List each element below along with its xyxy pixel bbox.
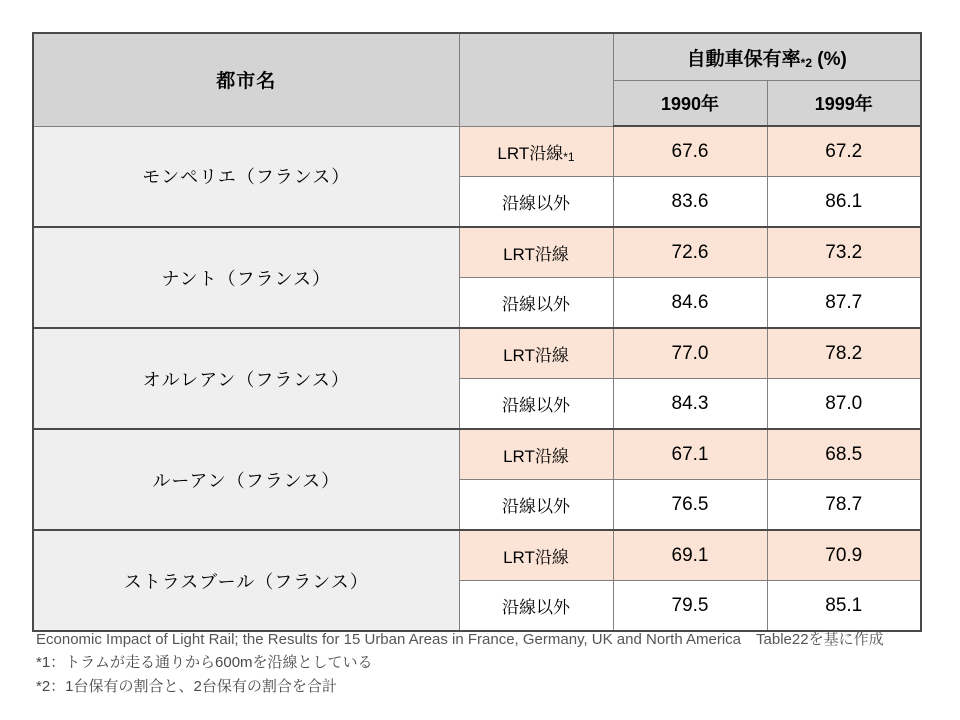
value-1999: 87.0 (767, 379, 921, 430)
city-name: オルレアン（フランス） (33, 328, 459, 429)
header-year-1999: 1999年 (767, 81, 921, 127)
footnote-1: *1：トラムが走る通りから600mを沿線としている (36, 654, 373, 672)
value-1999: 85.1 (767, 581, 921, 632)
value-1999: 70.9 (767, 530, 921, 581)
table-row (33, 126, 921, 177)
table-row (33, 429, 921, 480)
footnote-2: *2：1台保有の割合と、2台保有の割合を合計 (36, 677, 337, 695)
line-label: 沿線以外 (459, 177, 613, 228)
value-1999: 68.5 (767, 429, 921, 480)
value-1999: 87.7 (767, 278, 921, 329)
value-1990: 79.5 (613, 581, 767, 632)
line-label: LRT沿線 (459, 429, 613, 480)
value-1990: 67.1 (613, 429, 767, 480)
car-ownership-table (32, 32, 922, 632)
table-row (33, 530, 921, 581)
value-1999: 86.1 (767, 177, 921, 228)
footnotes (36, 628, 936, 698)
value-1990: 84.3 (613, 379, 767, 430)
value-1999: 78.7 (767, 480, 921, 531)
line-label (459, 126, 613, 177)
line-label: LRT沿線 (459, 530, 613, 581)
line-label: 沿線以外 (459, 581, 613, 632)
header-rate-text: 自動車保有率 (686, 48, 801, 70)
source-note: Economic Impact of Light Rail; the Results for 15 Urban Areas in France, Germany, UK and North America Table22を基に作成 (36, 631, 884, 648)
value-1990: 77.0 (613, 328, 767, 379)
value-1990: 84.6 (613, 278, 767, 329)
header-rate-footnote-marker: *2 (800, 55, 813, 70)
table-row (33, 328, 921, 379)
line-label: 沿線以外 (459, 379, 613, 430)
value-1990: 69.1 (613, 530, 767, 581)
line-label: LRT沿線 (459, 227, 613, 278)
header-car-ownership-rate (613, 33, 921, 81)
value-1990: 72.6 (613, 227, 767, 278)
value-1990: 83.6 (613, 177, 767, 228)
value-1999: 73.2 (767, 227, 921, 278)
line-label-text: LRT沿線 (497, 143, 564, 163)
value-1990: 67.6 (613, 126, 767, 177)
line-label: 沿線以外 (459, 480, 613, 531)
header-blank (459, 33, 613, 126)
city-name: ルーアン（フランス） (33, 429, 459, 530)
line-label: 沿線以外 (459, 278, 613, 329)
value-1999: 78.2 (767, 328, 921, 379)
city-name: モンペリエ（フランス） (33, 126, 459, 227)
header-rate-unit: (%) (817, 48, 847, 70)
value-1990: 76.5 (613, 480, 767, 531)
city-name: ナント（フランス） (33, 227, 459, 328)
city-name: ストラスブール（フランス） (33, 530, 459, 631)
header-city: 都市名 (33, 33, 459, 126)
header-year-1990: 1990年 (613, 81, 767, 127)
table-row (33, 227, 921, 278)
table-header-row-1 (33, 33, 921, 81)
line-label: LRT沿線 (459, 328, 613, 379)
value-1999: 67.2 (767, 126, 921, 177)
car-ownership-table-container (32, 32, 920, 632)
line-label-footnote-marker: *1 (563, 149, 575, 164)
